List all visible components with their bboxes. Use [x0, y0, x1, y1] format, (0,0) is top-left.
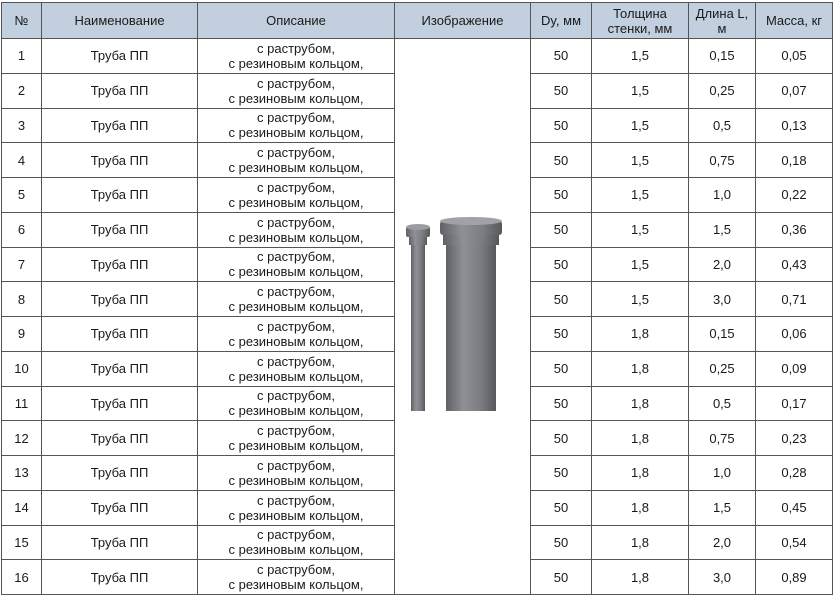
description-line-1: с раструбом, [257, 284, 335, 300]
header-mass: Масса, кг [756, 3, 833, 39]
description-line-1: с раструбом, [257, 145, 335, 161]
description-line-1: с раструбом, [257, 457, 335, 473]
row-mass: 0,07 [756, 73, 833, 108]
table-row [2, 39, 833, 74]
description-line-1: с раструбом, [257, 423, 335, 439]
row-dn: 50 [531, 282, 592, 317]
row-name: Труба ПП [42, 317, 198, 352]
row-description [198, 108, 395, 143]
row-name: Труба ПП [42, 143, 198, 178]
row-name: Труба ПП [42, 108, 198, 143]
row-num: 11 [2, 386, 42, 421]
row-length: 3,0 [689, 560, 756, 595]
row-description [198, 560, 395, 595]
row-mass: 0,28 [756, 456, 833, 491]
row-length: 0,75 [689, 421, 756, 456]
header-length [689, 3, 756, 39]
row-num: 14 [2, 490, 42, 525]
row-num: 2 [2, 73, 42, 108]
row-description [198, 525, 395, 560]
row-wall: 1,8 [592, 351, 689, 386]
description-line-1: с раструбом, [257, 562, 335, 578]
description-line-1: с раструбом, [257, 214, 335, 230]
row-name: Труба ПП [42, 39, 198, 74]
row-num: 13 [2, 456, 42, 491]
row-num: 12 [2, 421, 42, 456]
row-mass: 0,09 [756, 351, 833, 386]
row-dn: 50 [531, 73, 592, 108]
row-dn: 50 [531, 247, 592, 282]
row-num: 3 [2, 108, 42, 143]
row-name: Труба ПП [42, 212, 198, 247]
row-length: 1,0 [689, 456, 756, 491]
description-line-1: с раструбом, [257, 110, 335, 126]
header-row [2, 3, 833, 39]
description-line-1: с раструбом, [257, 179, 335, 195]
pipe-spec-table [1, 2, 833, 595]
row-name: Труба ПП [42, 178, 198, 213]
row-dn: 50 [531, 178, 592, 213]
header-wall-line-1: Толщина [613, 5, 667, 21]
row-mass: 0,54 [756, 525, 833, 560]
row-description [198, 317, 395, 352]
description-line-2: с резиновым кольцом, [228, 438, 364, 454]
row-wall: 1,5 [592, 178, 689, 213]
row-num: 5 [2, 178, 42, 213]
row-mass: 0,22 [756, 178, 833, 213]
row-mass: 0,71 [756, 282, 833, 317]
row-wall: 1,8 [592, 560, 689, 595]
row-dn: 50 [531, 421, 592, 456]
header-image: Изображение [395, 3, 531, 39]
row-name: Труба ПП [42, 421, 198, 456]
row-wall: 1,8 [592, 421, 689, 456]
row-name: Труба ПП [42, 73, 198, 108]
row-mass: 0,06 [756, 317, 833, 352]
row-dn: 50 [531, 525, 592, 560]
description-line-2: с резиновым кольцом, [228, 90, 364, 106]
row-name: Труба ПП [42, 247, 198, 282]
row-description [198, 421, 395, 456]
description-line-1: с раструбом, [257, 318, 335, 334]
row-wall: 1,8 [592, 525, 689, 560]
description-line-1: с раструбом, [257, 40, 335, 56]
row-num: 10 [2, 351, 42, 386]
description-line-1: с раструбом, [257, 353, 335, 369]
row-num: 4 [2, 143, 42, 178]
row-num: 9 [2, 317, 42, 352]
row-mass: 0,18 [756, 143, 833, 178]
row-description [198, 282, 395, 317]
row-length: 1,5 [689, 212, 756, 247]
row-num: 6 [2, 212, 42, 247]
row-wall: 1,8 [592, 456, 689, 491]
table-body [2, 39, 833, 595]
row-description [198, 456, 395, 491]
row-mass: 0,89 [756, 560, 833, 595]
row-length: 0,25 [689, 73, 756, 108]
header-dn: Dy, мм [531, 3, 592, 39]
row-wall: 1,8 [592, 386, 689, 421]
row-wall: 1,5 [592, 247, 689, 282]
row-description [198, 143, 395, 178]
description-line-1: с раструбом, [257, 249, 335, 265]
description-line-2: с резиновым кольцом, [228, 507, 364, 523]
row-dn: 50 [531, 143, 592, 178]
row-length: 0,15 [689, 317, 756, 352]
row-dn: 50 [531, 456, 592, 491]
description-line-2: с резиновым кольцом, [228, 125, 364, 141]
row-wall: 1,5 [592, 39, 689, 74]
row-name: Труба ПП [42, 386, 198, 421]
description-line-2: с резиновым кольцом, [228, 264, 364, 280]
row-wall: 1,8 [592, 317, 689, 352]
description-line-2: с резиновым кольцом, [228, 55, 364, 71]
row-description [198, 247, 395, 282]
description-line-2: с резиновым кольцом, [228, 333, 364, 349]
row-length: 0,25 [689, 351, 756, 386]
row-dn: 50 [531, 386, 592, 421]
row-description [198, 212, 395, 247]
header-name: Наименование [42, 3, 198, 39]
row-length: 2,0 [689, 525, 756, 560]
row-wall: 1,5 [592, 212, 689, 247]
row-length: 2,0 [689, 247, 756, 282]
row-dn: 50 [531, 317, 592, 352]
row-description [198, 386, 395, 421]
row-name: Труба ПП [42, 456, 198, 491]
row-num: 15 [2, 525, 42, 560]
description-line-2: с резиновым кольцом, [228, 472, 364, 488]
description-line-1: с раструбом, [257, 492, 335, 508]
row-name: Труба ПП [42, 490, 198, 525]
header-length-line-2: м [717, 20, 727, 36]
row-length: 1,5 [689, 490, 756, 525]
row-wall: 1,5 [592, 282, 689, 317]
row-description [198, 351, 395, 386]
description-line-2: с резиновым кольцом, [228, 194, 364, 210]
row-length: 0,5 [689, 386, 756, 421]
description-line-2: с резиновым кольцом, [228, 299, 364, 315]
row-mass: 0,05 [756, 39, 833, 74]
row-name: Труба ПП [42, 282, 198, 317]
row-length: 1,0 [689, 178, 756, 213]
row-num: 8 [2, 282, 42, 317]
description-line-2: с резиновым кольцом, [228, 577, 364, 593]
table-header [2, 3, 833, 39]
header-wall [592, 3, 689, 39]
row-mass: 0,17 [756, 386, 833, 421]
description-line-1: с раструбом, [257, 388, 335, 404]
description-line-2: с резиновым кольцом, [228, 542, 364, 558]
row-description [198, 490, 395, 525]
row-mass: 0,36 [756, 212, 833, 247]
row-wall: 1,5 [592, 143, 689, 178]
row-description [198, 39, 395, 74]
row-name: Труба ПП [42, 560, 198, 595]
row-length: 3,0 [689, 282, 756, 317]
row-dn: 50 [531, 560, 592, 595]
row-wall: 1,5 [592, 108, 689, 143]
header-length-line-1: Длина L, [695, 5, 749, 21]
row-length: 0,75 [689, 143, 756, 178]
header-wall-line-2: стенки, мм [607, 20, 673, 36]
description-line-2: с резиновым кольцом, [228, 403, 364, 419]
description-line-2: с резиновым кольцом, [228, 160, 364, 176]
row-description [198, 178, 395, 213]
row-wall: 1,5 [592, 73, 689, 108]
row-dn: 50 [531, 490, 592, 525]
row-length: 0,5 [689, 108, 756, 143]
row-dn: 50 [531, 212, 592, 247]
row-length: 0,15 [689, 39, 756, 74]
row-num: 1 [2, 39, 42, 74]
row-mass: 0,23 [756, 421, 833, 456]
header-description: Описание [198, 3, 395, 39]
description-line-2: с резиновым кольцом, [228, 229, 364, 245]
row-description [198, 73, 395, 108]
row-wall: 1,8 [592, 490, 689, 525]
row-dn: 50 [531, 39, 592, 74]
pipe-illustration-icon [398, 217, 528, 417]
row-dn: 50 [531, 351, 592, 386]
row-name: Труба ПП [42, 525, 198, 560]
header-num: № [2, 3, 42, 39]
row-name: Труба ПП [42, 351, 198, 386]
row-mass: 0,45 [756, 490, 833, 525]
description-line-1: с раструбом, [257, 527, 335, 543]
row-mass: 0,13 [756, 108, 833, 143]
row-num: 16 [2, 560, 42, 595]
row-num: 7 [2, 247, 42, 282]
image-cell [395, 39, 531, 595]
row-mass: 0,43 [756, 247, 833, 282]
description-line-1: с раструбом, [257, 75, 335, 91]
row-dn: 50 [531, 108, 592, 143]
description-line-2: с резиновым кольцом, [228, 368, 364, 384]
